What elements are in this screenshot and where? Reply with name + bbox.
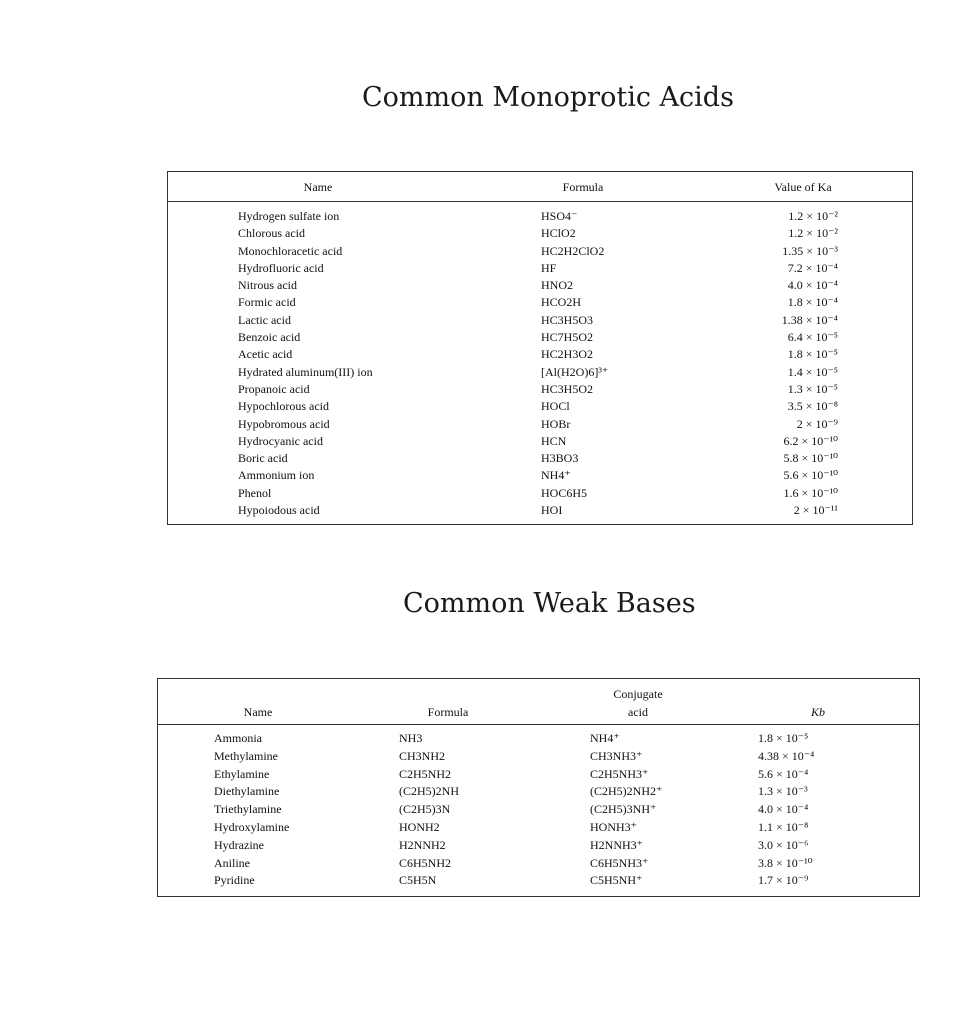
acids-cell-name: Formic acid [238,295,296,310]
acids-cell-formula: HC7H5O2 [541,330,594,345]
acids-cell-name: Hydrogen sulfate ion [238,209,340,223]
acids-row [168,502,912,519]
acids-cell-name: Hypobromous acid [238,416,330,431]
acids-cell-name: Ammonium ion [238,468,315,483]
bases-row [158,730,919,748]
bases-cell-conjugate: CH3NH3⁺ [590,748,643,763]
bases-row [158,819,919,837]
acids-row [168,312,912,329]
bases-rows [158,730,919,890]
acids-header-name: Name [303,180,333,194]
bases-row [158,801,919,819]
bases-cell-conjugate: C5H5NH⁺ [590,873,643,888]
bases-cell-name: Hydrazine [214,837,264,852]
bases-header-conjugate-line2: acid [628,705,648,719]
bases-cell-kb: 4.0 × 10⁻⁴ [758,802,809,817]
acids-cell-name: Boric acid [238,451,288,466]
bases-cell-kb: 1.3 × 10⁻³ [758,784,808,799]
acids-row [168,329,912,346]
acids-row [168,364,912,381]
acids-cell-formula: HOCl [541,399,570,414]
acids-cell-formula: NH4⁺ [541,468,571,483]
acids-row [168,398,912,415]
bases-cell-kb: 1.8 × 10⁻⁵ [758,731,809,745]
acids-cell-name: Hydrofluoric acid [238,260,324,275]
bases-cell-formula: C5H5N [399,873,437,888]
bases-cell-name: Methylamine [214,748,278,763]
bases-row [158,783,919,801]
bases-cell-name: Hydroxylamine [214,819,290,834]
acids-cell-formula: HOBr [541,416,571,431]
acids-cell-name: Chlorous acid [238,226,305,241]
bases-cell-name: Ammonia [214,731,262,745]
acids-cell-formula: HC2H3O2 [541,347,594,362]
acids-table-title: Common Monoprotic Acids [362,82,734,113]
acids-row [168,260,912,277]
bases-cell-conjugate: C6H5NH3⁺ [590,855,649,870]
bases-cell-formula: H2NNH2 [399,837,446,852]
bases-cell-conjugate: HONH3⁺ [590,819,637,834]
acids-row [168,208,912,225]
acids-cell-value: 5.6 × 10⁻¹⁰ [783,468,838,483]
acids-table [167,171,913,525]
acids-cell-value: 1.2 × 10⁻² [788,226,838,241]
bases-cell-kb: 1.1 × 10⁻⁸ [758,819,809,834]
acids-cell-formula: HCN [541,433,567,448]
bases-header-formula: Formula [427,705,469,719]
acids-row [168,243,912,260]
bases-header-conjugate [578,687,698,719]
acids-cell-name: Hydrocyanic acid [238,433,323,448]
acids-cell-name: Lactic acid [238,312,291,327]
acids-cell-formula: HSO4⁻ [541,209,578,223]
acids-rows [168,208,912,519]
acids-cell-value: 1.8 × 10⁻⁵ [787,347,838,362]
acids-cell-value: 7.2 × 10⁻⁴ [787,260,838,275]
bases-table [157,678,920,897]
bases-cell-name: Aniline [214,855,250,870]
bases-header-name: Name [243,705,273,719]
acids-row [168,294,912,311]
acids-cell-name: Hydrated aluminum(III) ion [238,364,373,379]
acids-cell-value: 2 × 10⁻⁹ [796,416,838,431]
acids-cell-name: Acetic acid [238,347,293,362]
acids-cell-formula: HNO2 [541,278,573,293]
acids-row [168,381,912,398]
acids-row [168,467,912,484]
acids-cell-formula: HCO2H [541,295,582,310]
acids-cell-formula: H3BO3 [541,451,579,466]
bases-cell-name: Triethylamine [214,802,282,817]
bases-header-kb: Kb [810,705,825,719]
acids-cell-formula: HOI [541,503,563,518]
acids-row [168,346,912,363]
bases-cell-formula: NH3 [399,731,423,745]
acids-cell-value: 1.6 × 10⁻¹⁰ [783,485,838,500]
acids-cell-value: 1.35 × 10⁻³ [782,243,838,258]
acids-cell-formula: HC3H5O3 [541,312,594,327]
bases-cell-kb: 4.38 × 10⁻⁴ [758,748,815,763]
acids-cell-value: 6.4 × 10⁻⁵ [787,330,838,345]
bases-header-rule [158,724,919,725]
acids-cell-value: 3.5 × 10⁻⁸ [787,399,838,414]
acids-cell-formula: HC2H2ClO2 [541,243,605,258]
bases-cell-kb: 1.7 × 10⁻⁹ [758,873,809,888]
bases-cell-name: Pyridine [214,873,255,888]
acids-row [168,485,912,502]
bases-cell-conjugate: C2H5NH3⁺ [590,766,649,781]
acids-cell-value: 1.2 × 10⁻² [788,209,838,223]
acids-header-value: Value of Ka [774,180,832,194]
bases-cell-formula: C6H5NH2 [399,855,452,870]
acids-cell-value: 4.0 × 10⁻⁴ [787,278,838,293]
bases-cell-kb: 3.0 × 10⁻⁶ [758,837,809,852]
bases-row [158,872,919,890]
acids-cell-name: Nitrous acid [238,278,297,293]
bases-row [158,748,919,766]
acids-cell-value: 1.4 × 10⁻⁵ [787,364,838,379]
acids-cell-formula: HF [541,260,557,275]
acids-cell-value: 1.8 × 10⁻⁴ [787,295,838,310]
acids-cell-formula: HC3H5O2 [541,381,594,396]
bases-cell-kb: 3.8 × 10⁻¹⁰ [758,855,813,870]
acids-cell-formula: HClO2 [541,226,576,241]
acids-row [168,225,912,242]
bases-header-conjugate-line1: Conjugate [613,687,663,701]
acids-row [168,416,912,433]
bases-cell-conjugate: (C2H5)2NH2⁺ [590,784,663,799]
bases-cell-formula: CH3NH2 [399,748,446,763]
acids-row [168,277,912,294]
bases-cell-conjugate: (C2H5)3NH⁺ [590,802,657,817]
acids-cell-name: Propanoic acid [238,381,310,396]
bases-cell-formula: HONH2 [399,819,440,834]
acids-cell-formula: [Al(H2O)6]³⁺ [541,364,609,379]
acids-header-rule [168,201,912,202]
bases-cell-name: Diethylamine [214,784,280,799]
bases-table-title: Common Weak Bases [403,588,696,619]
acids-row [168,433,912,450]
acids-cell-name: Hypochlorous acid [238,399,329,414]
acids-cell-value: 1.3 × 10⁻⁵ [787,381,838,396]
acids-cell-name: Monochloracetic acid [238,243,343,258]
acids-cell-value: 5.8 × 10⁻¹⁰ [783,451,838,466]
acids-cell-formula: HOC6H5 [541,485,588,500]
bases-cell-conjugate: H2NNH3⁺ [590,837,643,852]
acids-cell-value: 6.2 × 10⁻¹⁰ [783,433,838,448]
bases-row [158,855,919,873]
acids-header-formula: Formula [562,180,604,194]
bases-cell-formula: (C2H5)3N [399,802,451,817]
bases-cell-conjugate: NH4⁺ [590,731,620,745]
bases-row [158,766,919,784]
acids-cell-value: 1.38 × 10⁻⁴ [781,312,838,327]
acids-row [168,450,912,467]
bases-row [158,837,919,855]
acids-cell-name: Phenol [238,485,272,500]
bases-cell-formula: (C2H5)2NH [399,784,459,799]
acids-cell-name: Hypoiodous acid [238,503,320,518]
bases-cell-formula: C2H5NH2 [399,766,452,781]
bases-cell-name: Ethylamine [214,766,270,781]
bases-cell-kb: 5.6 × 10⁻⁴ [758,766,809,781]
acids-cell-value: 2 × 10⁻¹¹ [793,503,838,518]
acids-cell-name: Benzoic acid [238,330,301,345]
